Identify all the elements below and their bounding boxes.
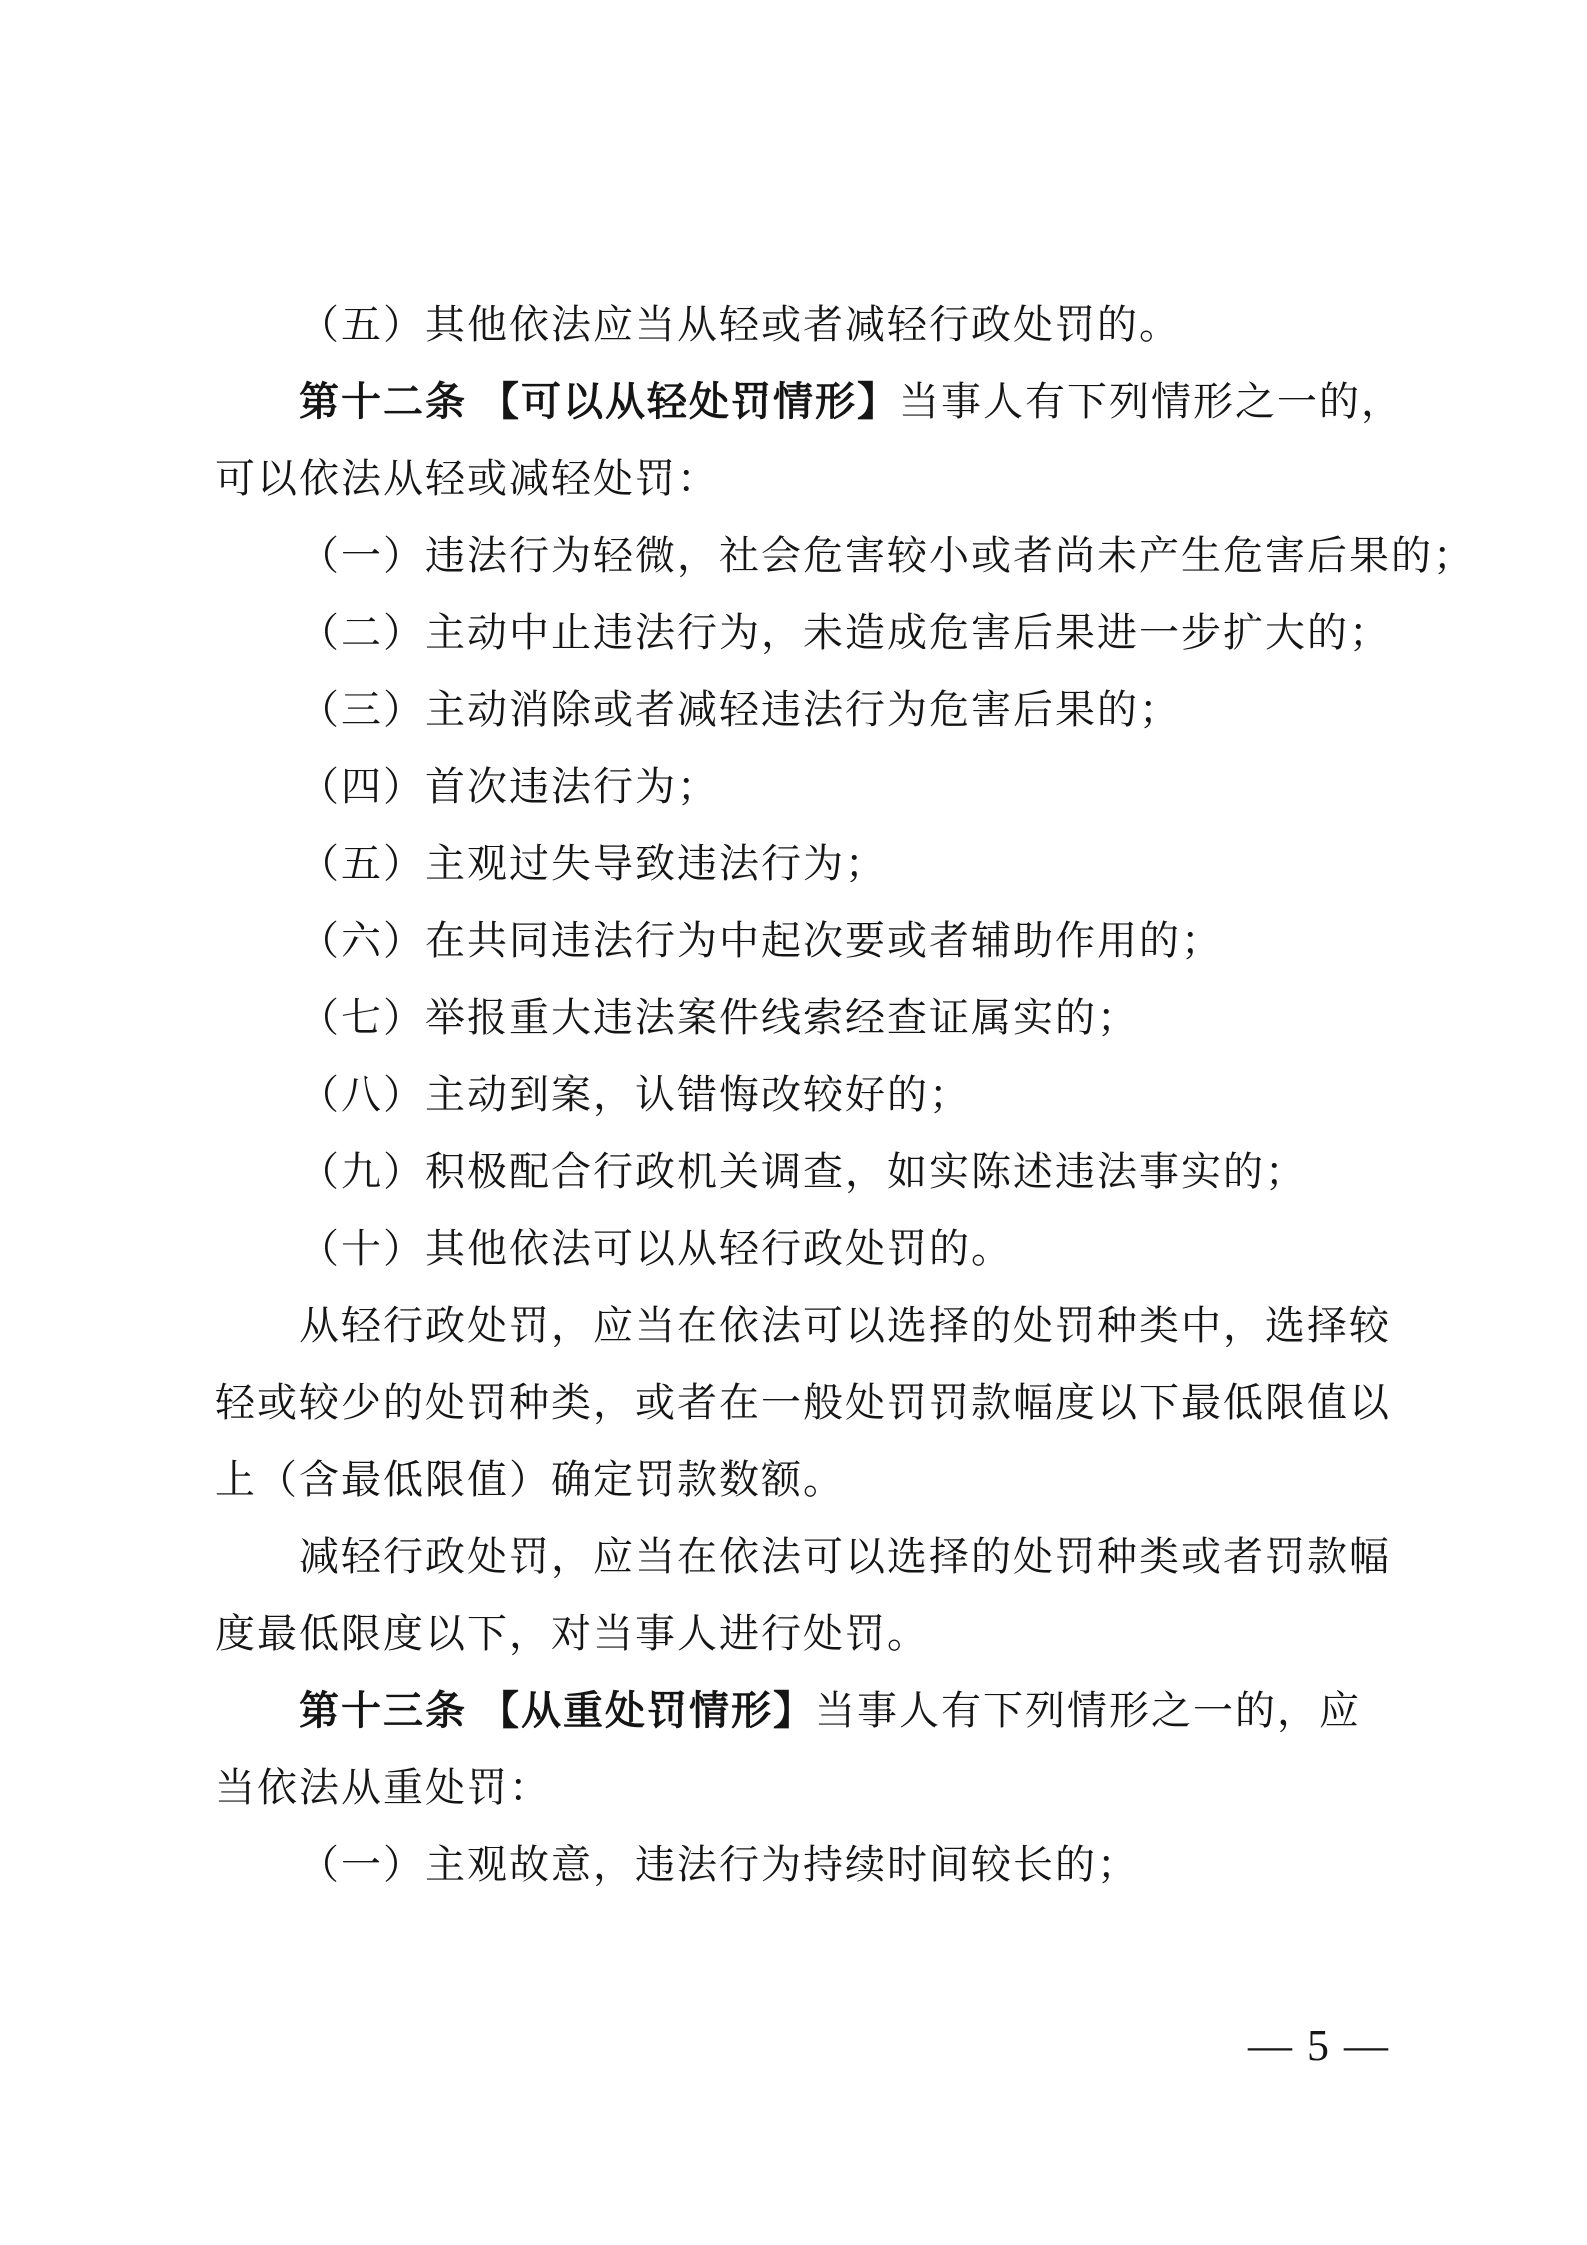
line-text: （七）举报重大违法案件线索经查证属实的； [299,995,1139,1040]
line-text: （九）积极配合行政机关调查，如实陈述违法事实的； [299,1149,1307,1194]
list-item-line [215,979,1465,1056]
line-text: 当事人有下列情形之一的， [899,379,1403,424]
document-text-block [215,286,1475,1903]
list-item-line [215,825,1465,902]
line-text: 度最低限度以下，对当事人进行处罚。 [215,1611,929,1656]
line-text: （六）在共同违法行为中起次要或者辅助作用的； [299,918,1223,963]
list-item-line [215,902,1465,979]
line-text: （五）其他依法应当从轻或者减轻行政处罚的。 [299,302,1181,347]
line-text: 减轻行政处罚，应当在依法可以选择的处罚种类或者罚款幅 [299,1534,1391,1579]
text-line [215,440,1465,517]
paragraph-first-line [215,1287,1465,1364]
article-13-heading-line [215,1672,1465,1749]
line-text: 可以依法从轻或减轻处罚： [215,456,719,501]
article-12-heading-line [215,363,1465,440]
list-item-line [215,1210,1465,1287]
paragraph-first-line [215,1518,1465,1595]
text-line [215,1749,1465,1826]
line-text: （二）主动中止违法行为，未造成危害后果进一步扩大的； [299,610,1391,655]
list-item-line [215,1056,1465,1133]
list-item-line [215,517,1475,594]
list-item-line [215,594,1465,671]
text-line [215,1595,1465,1672]
line-text: （三）主动消除或者减轻违法行为危害后果的； [299,687,1181,732]
line-text: 从轻行政处罚，应当在依法可以选择的处罚种类中，选择较 [299,1303,1391,1348]
line-text: 当依法从重处罚： [215,1765,551,1810]
line-text: 当事人有下列情形之一的，应 [815,1688,1361,1733]
line-text: （八）主动到案，认错悔改较好的； [299,1072,971,1117]
list-item-line [215,671,1465,748]
text-line [215,1441,1465,1518]
line-text: （一）违法行为轻微，社会危害较小或者尚未产生危害后果的； [299,533,1475,578]
article-heading: 第十二条 【可以从轻处罚情形】 [299,379,899,424]
line-text: （一）主观故意，违法行为持续时间较长的； [299,1842,1139,1887]
page-number: — 5 — [1248,2021,1390,2070]
line-text: （五）主观过失导致违法行为； [299,841,887,886]
line-text: 上（含最低限值）确定罚款数额。 [215,1457,845,1502]
text-line [215,1364,1465,1441]
line-text: （四）首次违法行为； [299,764,719,809]
list-item-line [215,286,1465,363]
line-text: 轻或较少的处罚种类，或者在一般处罚罚款幅度以下最低限值以 [215,1380,1391,1425]
list-item-line [215,748,1465,825]
line-text: （十）其他依法可以从轻行政处罚的。 [299,1226,1013,1271]
article-heading: 第十三条 【从重处罚情形】 [299,1688,815,1733]
list-item-line [215,1133,1465,1210]
list-item-line [215,1826,1465,1903]
